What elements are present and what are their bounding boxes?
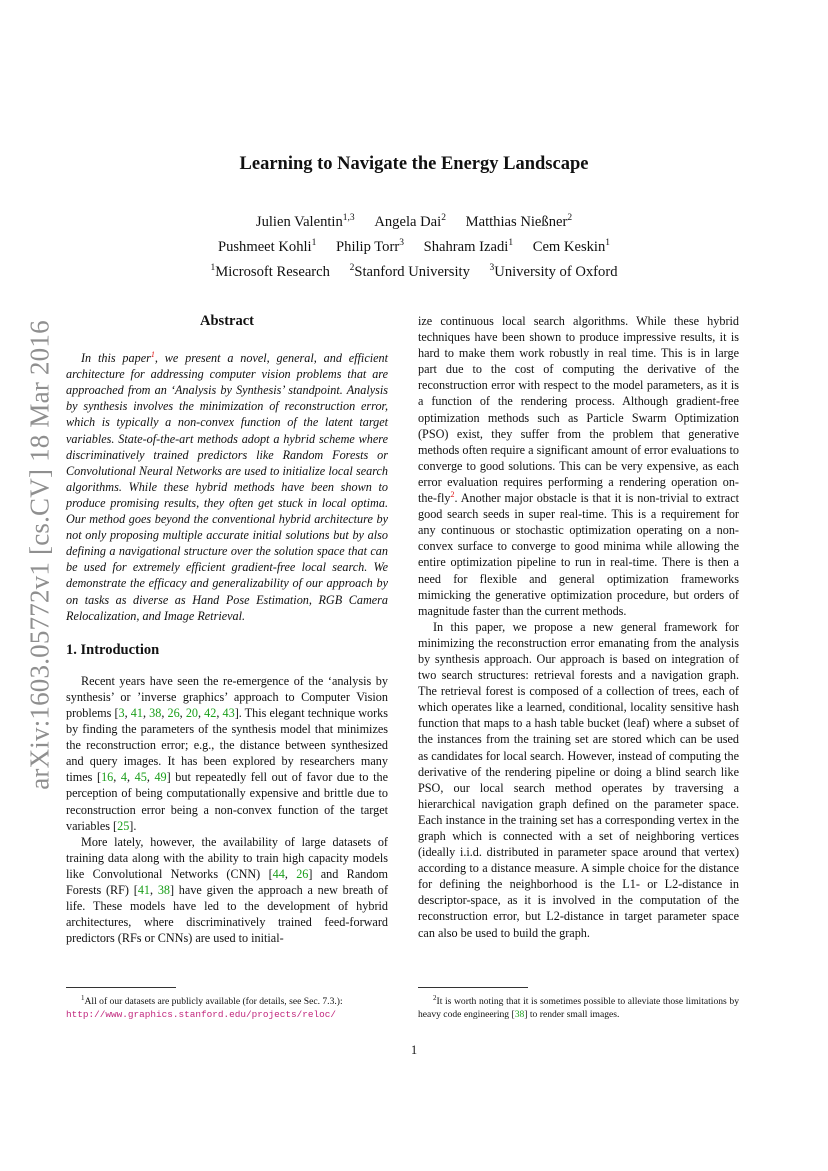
intro-paragraph-2: More lately, however, the availability of large datasets of training data along with the ability to train high capacity models like Convolutional Networks (CNN) [44, 26] and Random Forests (RF) [41, 38] have given the approach a new breath of life. These models have led to the development of hybrid architectures, where discriminatively trained feed-forward predictors (RFs or CNNs) are used to initial- xyxy=(66,834,389,946)
author: Julien Valentin$^{1,3}$ xyxy=(255,213,355,230)
author: Philip Torr$^3$ xyxy=(336,237,404,255)
footnote-2: $^2$It is worth noting that it is sometimes possible to alleviate those limitations by heavy code engineering [38] to render small images. xyxy=(418,994,739,1021)
citation-link[interactable]: 26 xyxy=(296,866,309,881)
citation-link[interactable]: 26 xyxy=(167,705,180,720)
citation-link[interactable]: 25 xyxy=(117,818,130,833)
citation-link[interactable]: 44 xyxy=(272,866,285,881)
intro-paragraph-3: ize continuous local search algorithms. While these hybrid techniques have been shown to produce impressive results, it is hard to make them work robustly in real time. This is in large part due to the cost of computing the derivative of the reconstruction error with respect to the model parameters, as it is a function of the rendering process. Although gradient-free optimization methods such as Particle Swarm Optimization (PSO) exist, they suffer from the problem that generative methods often require a significant amount of error evaluations to converge to good solutions. This can be very expensive, as each error evaluation requires performing a rendering operation on-the-fly$^2$. Another major obstacle is that it is non-trivial to extract good search seeds in super real-time. This is a requirement for any continuous or stochastic optimization operating on a non-convex surface to converge to good minima while allowing the entire optimization pipeline to run in real-time. There is then a need for flexible and general optimization frameworks mimicking the generative optimization procedure, but orders of magnitude faster than the current methods. xyxy=(418,314,739,618)
footnote-1: $^1$All of our datasets are publicly available (for details, see Sec. 7.3.): http://www.graphics.stanford.edu/projects/reloc/ xyxy=(66,994,343,1021)
author: Matthias Nießner$^2$ xyxy=(465,213,573,230)
citation-link[interactable]: 20 xyxy=(185,705,198,720)
left-column xyxy=(66,313,388,946)
affiliation: $^2$Stanford University xyxy=(349,262,470,280)
citation-link[interactable]: 4 xyxy=(120,770,127,785)
footnote-rule-left xyxy=(66,987,176,988)
citation-link[interactable]: 38 xyxy=(514,1009,525,1021)
author-row-2 xyxy=(0,233,828,258)
arxiv-stamp: arXiv:1603.05772v1 [cs.CV] 18 Mar 2016 xyxy=(24,320,55,790)
citation-link[interactable]: 41 xyxy=(130,705,143,720)
citation-link[interactable]: 43 xyxy=(222,705,235,720)
citation-link[interactable]: 45 xyxy=(134,770,147,785)
right-column xyxy=(418,313,739,941)
citation-link[interactable]: 38 xyxy=(149,705,162,720)
citation-link[interactable]: 49 xyxy=(154,770,167,785)
intro-paragraph-4: In this paper, we propose a new general framework for minimizing the reconstruction error emanating from the analysis by synthesis approach. Our approach is based on integration of two search structures: retrieval forests and a navigation graph. The retrieval forest is composed of a collection of trees, each of which operates like a learned, conditional, locality sensitive hash function that maps to a hash table bucket (leaf) where a subset of the instances from the training set are stored which can be used as candidates for local search. However, instead of computing the derivative of the rendering pipeline or doing a blind search like PSO, our local search method operates by traversing a hierarchical navigation graph defined on the parameter space. Each instance in the training set has a corresponding vertex in the graph which is connected with a set of neighboring vertices (ideally i.i.d. distributed in parameter space around that vertex) according to a distance measure. A simple choice for the distance for defining the neighborhood is the L1- or L2-distance in descriptor-space, as it is involved in the computation of the reconstruction error, but L2-distance in target parameter space can also be used to build the graph. xyxy=(418,619,739,940)
citation-link[interactable]: 16 xyxy=(101,770,114,785)
citation-link[interactable]: 42 xyxy=(204,705,217,720)
abstract-heading: Abstract xyxy=(200,313,254,329)
dataset-url-link[interactable]: http://www.graphics.stanford.edu/projects/reloc/ xyxy=(66,1009,337,1021)
affiliations xyxy=(0,258,828,283)
author-row-1 xyxy=(0,208,828,233)
author-block xyxy=(0,208,828,283)
footnote-rule-right xyxy=(418,987,528,988)
citation-link[interactable]: 41 xyxy=(137,883,150,897)
author: Pushmeet Kohli$^1$ xyxy=(217,237,317,255)
page-number: 1 xyxy=(410,1043,418,1057)
author: Shahram Izadi$^1$ xyxy=(423,237,514,255)
intro-paragraph-1: Recent years have seen the re-emergence of the ‘analysis by synthesis’ or ’inverse graphics’ approach to Computer Vision problems [3, 41, 38, 26, 20, 42, 43]. This elegant technique works by finding the parameters of the synthesis model that minimizes the reconstruction error; e.g., the distance between synthesized and query images. It has been explored by researchers many times [16, 4, 45, 49] but repeatedly fell out of favor due to the perception of being computationally expensive and brittle due to reconstruction error being a non-convex function of the target variables [25]. xyxy=(66,673,389,833)
citation-link[interactable]: 38 xyxy=(157,883,170,897)
section-heading-introduction: 1. Introduction xyxy=(66,641,160,658)
paper-title: Learning to Navigate the Energy Landscape xyxy=(239,154,589,174)
footnote-ref[interactable]: 2 xyxy=(450,489,455,499)
author: Angela Dai$^2$ xyxy=(374,213,446,230)
affiliation: $^1$Microsoft Research xyxy=(210,262,330,280)
abstract-text: In this paper$^1$, we present a novel, general, and efficient architecture for addressing computer vision problems that are approached from an ‘Analysis by Synthesis’ standpoint. Analysis by synthesis involves the minimization of reconstruction error, which is typically a non-convex function of the latent target variables. State-of-the-art methods adopt a hybrid scheme where discriminatively trained predictors like Random Forests or Convolutional Neural Networks are used to initialize local search algorithms. While these hybrid methods have been shown to produce promising results, they often get stuck in local optima. Our method goes beyond the conventional hybrid architecture by not only proposing multiple accurate initial solutions but by also defining a navigational structure over the solution space that can be used for extremely efficient gradient-free local search. We demonstrate the efficacy and generalizability of our approach by on tasks as diverse as Hand Pose Estimation, RGB Camera Relocalization, and Image Retrieval. xyxy=(66,350,388,623)
footnote-ref[interactable]: 1 xyxy=(150,350,155,360)
affiliation: $^3$University of Oxford xyxy=(489,262,618,280)
citation-link[interactable]: 3 xyxy=(118,705,125,720)
author: Cem Keskin$^1$ xyxy=(532,237,611,255)
